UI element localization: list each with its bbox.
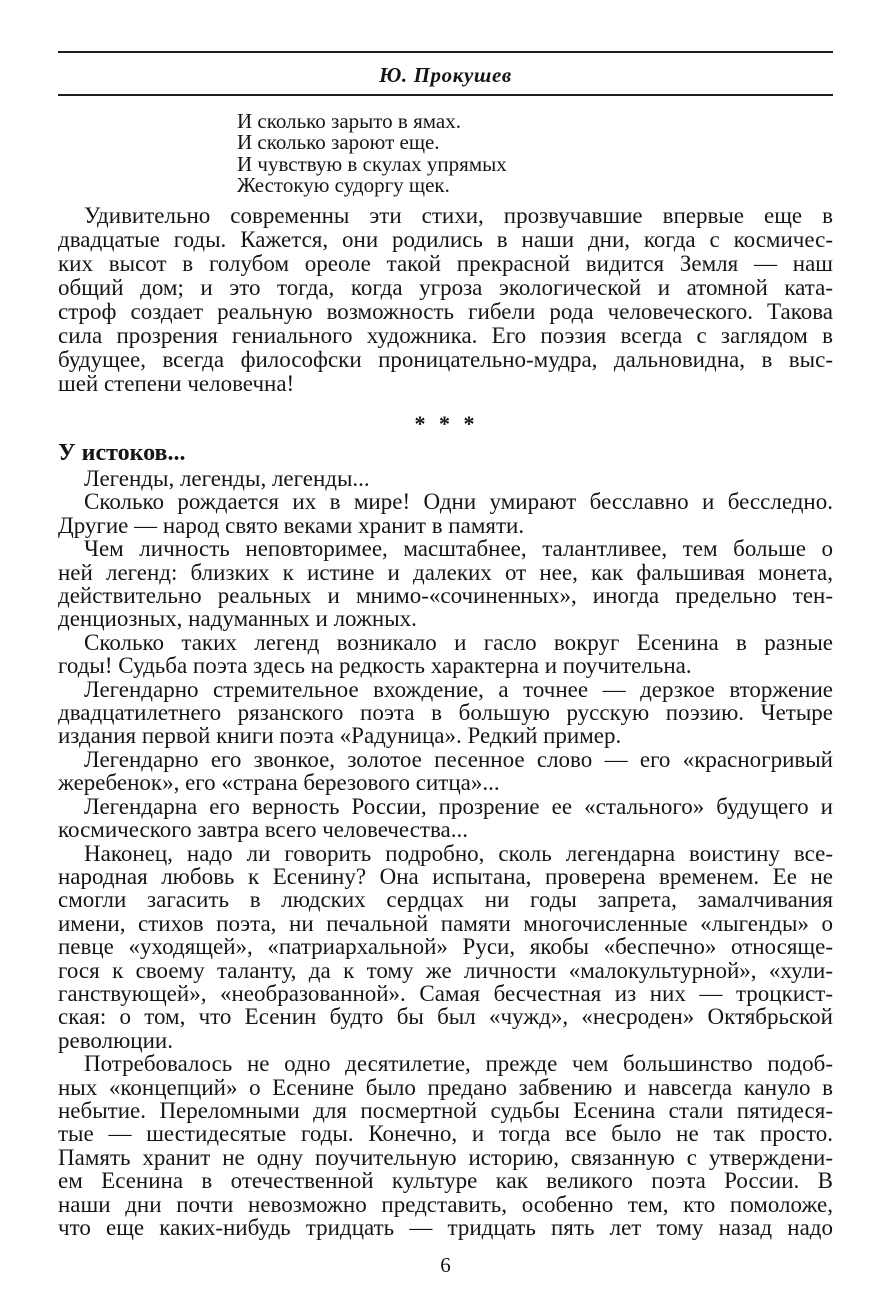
text-line: тые — шестидесятые годы. Конечно, и тогда все было не так просто. [58,1121,833,1147]
paragraph [58,467,833,490]
text-line: издания первой книги поэта «Радуница». Редкий пример. [58,723,622,749]
text-line: имени, стихов поэта, ни печальной памяти многочисленные «лыгенды» о [58,910,833,936]
text-line: Легендарно его звонкое, золотое песенное слово — его «красногривый [84,746,833,772]
text-line: Удивительно современны эти стихи, прозвучавшие впервые еще в [84,203,833,228]
text-line: общий дом; и это тогда, когда угроза экологической и атомной ката- [58,275,833,300]
section-separator: * * * [414,411,477,436]
text-line: Память хранит не одну поучительную историю, связанную с утверждени- [58,1144,833,1170]
text-line: сила прозрения гениального художника. Его поэзия всегда с заглядом в [58,323,833,348]
section-text [58,467,833,1239]
paragraph [58,795,833,842]
paragraph [58,204,833,396]
paragraph [58,842,833,1053]
paragraph [58,748,833,795]
text-line: действительно реальных и мнимо-«сочиненных», иногда предельно тен- [58,583,833,609]
text-line: строф создает реальную возможность гибели рода человеческого. Такова [58,299,833,324]
text-line: Сколько рождается их в мире! Одни умирают бесславно и бесследно. [84,489,833,515]
text-line: наши дни почти невозможно представить, особенно тем, кто помоложе, [58,1191,833,1217]
text-line: Легендарна его верность России, прозрение ее «стального» будущего и [84,793,833,819]
text-line: небытие. Переломными для посмертной судьбы Есенина стали пятидеся- [58,1097,833,1123]
text-line: ем Есенина в отечественной культуре как великого поэта России. В [58,1168,833,1194]
header-rule-bottom [58,94,833,96]
paragraph [58,1052,833,1239]
text-line: певце «уходящей», «патриархальной» Руси, якобы «беспечно» относяще- [58,934,833,960]
text-line: народная любовь к Есенину? Она испытана, проверена временем. Ее не [58,863,833,889]
poem-quote [237,111,507,196]
text-line: будущее, всегда философски проницательно-мудра, дальновидна, в выс- [58,347,833,372]
poem-line: Жестокую судоргу щек. [237,172,450,197]
paragraph [58,490,833,537]
paragraph [58,678,833,748]
text-line: революции. [58,1027,173,1053]
running-title: Ю. Прокушев [379,63,512,87]
text-line: жеребенок», его «страна березового ситца»... [58,770,500,796]
text-line: денциозных, надуманных и ложных. [58,606,417,632]
text-line: Другие — народ свято веками хранит в памяти. [58,512,525,538]
text-line: годы! Судьба поэта здесь на редкость характерна и поучительна. [58,653,692,679]
text-line: ней легенд: близких к истине и далеких от нее, как фальшивая монета, [58,559,833,585]
text-line: что еще каких-нибудь тридцать — тридцать пять лет тому назад надо [58,1215,833,1240]
header-rule-top [58,51,833,53]
poem-line: И чувствую в скулах упрямых [237,151,507,176]
text-line: гося к своему таланту, да к тому же личности «малокультурной», «хули- [58,957,833,983]
text-line: двадцатые годы. Кажется, они родились в наши дни, когда с космичес- [58,227,833,252]
text-line: Потребовалось не одно десятилетие, прежде чем большинство подоб- [84,1051,833,1077]
section-heading: У истоков... [58,440,186,466]
text-line: Легенды, легенды, легенды... [84,466,370,491]
poem-line: И сколько зарыто в ямах. [237,109,461,133]
poem-line: И сколько зароют еще. [237,130,440,155]
paragraph [58,537,833,631]
page-number: 6 [440,1253,451,1277]
text-line: Наконец, надо ли говорить подробно, сколь легендарна воистину все- [84,840,833,866]
text-line: ких высот в голубом ореоле такой прекрасной видится Земля — наш [58,251,833,276]
text-line: Сколько таких легенд возникало и гасло вокруг Есенина в разные [84,629,833,655]
text-line: ных «концепций» о Есенине было предано забвению и навсегда кануло в [58,1074,833,1100]
paragraph [58,631,833,678]
text-line: ганствующей», «необразованной». Самая бесчестная из них — троцкист- [58,980,833,1006]
text-line: смогли загасить в людских сердцах ни годы запрета, замалчивания [58,887,833,913]
text-line: космического завтра всего человечества... [58,817,468,843]
text-line: шей степени человечна! [58,371,295,396]
text-line: Легендарно стремительное вхождение, а точнее — дерзкое вторжение [84,676,833,702]
intro-text [58,204,833,396]
text-line: ская: о том, что Есенин будто бы был «чужд», «несроден» Октябрьской [58,1004,833,1030]
text-line: Чем личность неповторимее, масштабнее, талантливее, тем больше о [84,536,833,562]
text-line: двадцатилетнего рязанского поэта в большую русскую поэзию. Четыре [58,700,833,726]
